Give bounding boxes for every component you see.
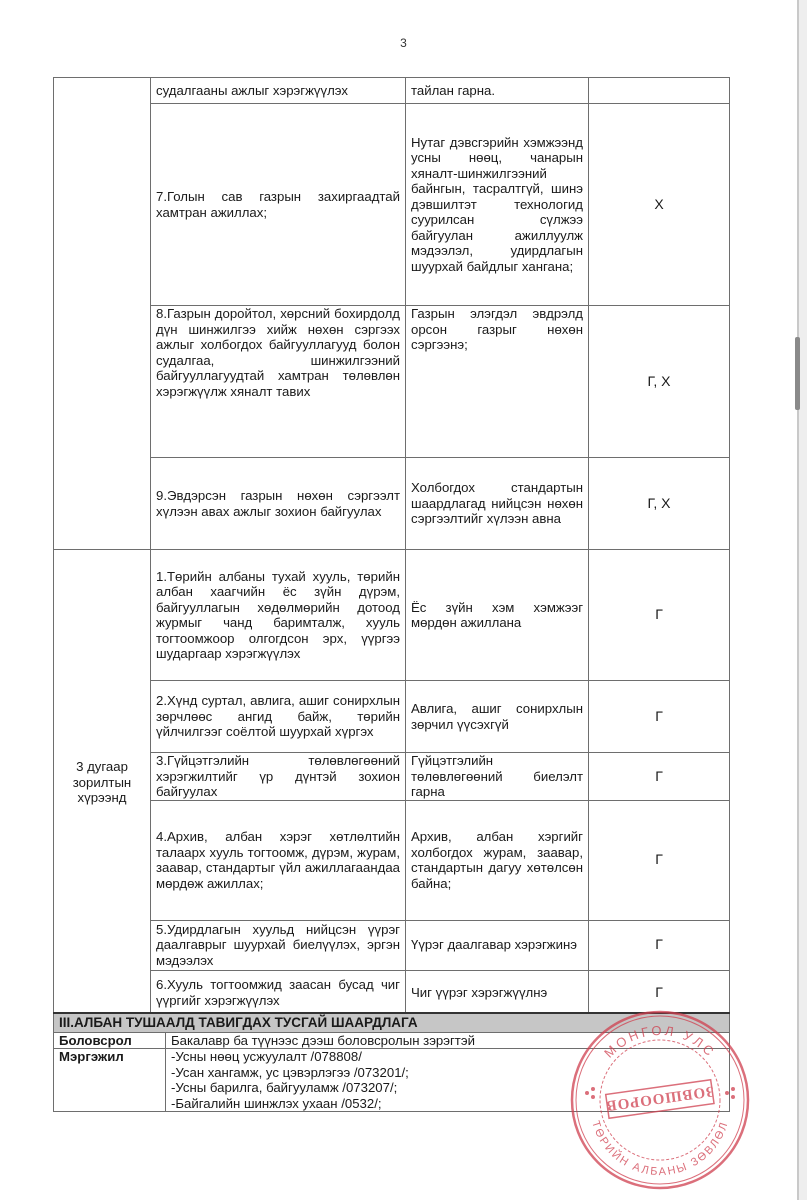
profession-item: -Усны барилга, байгууламж /073207/;: [171, 1080, 398, 1095]
activity-cell: 3.Гүйцэтгэлийн төлөвлөгөөний хэрэгжилтийг үр дүнтэй зохион байгуулах: [151, 753, 406, 801]
svg-text:МОНГОЛ УЛС: [601, 1023, 719, 1061]
table-row: [54, 306, 730, 458]
table-row: [54, 681, 730, 753]
activity-cell: 4.Архив, албан хэрэг хөтлөлтийн талаарх хууль тогтоомж, дүрэм, журам, заавар, стандартыг үйл ажиллагаандаа мөрдөж ажиллах;: [151, 800, 406, 920]
activity-cell: 6.Хууль тогтоомжид заасан бусад чиг үүргийг хэрэгжүүлэх: [151, 970, 406, 1015]
activity-cell: 7.Голын сав газрын захиргаадтай хамтран ажиллах;: [151, 104, 406, 306]
goal-label-cell: 3 дугаар зорилтын хүрээнд: [54, 550, 151, 1016]
stamp-bottom-text: ТӨРИЙН АЛБАНЫ ЗӨВЛӨЛ: [589, 1119, 731, 1179]
viewer-gutter: [799, 0, 807, 1200]
page-number: 3: [400, 36, 407, 50]
result-cell: Чиг үүрэг хэрэгжүүлнэ: [406, 970, 589, 1015]
code-cell: Х: [589, 104, 730, 306]
activity-cell: 2.Хүнд суртал, авлига, ашиг сонирхлын зөрчлөөс ангид байж, төрийн үйлчилгээг соёлтой шуурхай хүргэх: [151, 681, 406, 753]
profession-item: -Усан хангамж, ус цэвэрлэгээ /073201/;: [171, 1064, 409, 1080]
code-cell: Г, Х: [589, 458, 730, 550]
activity-cell: 5.Удирдлагын хуульд нийцсэн үүрэг даалгаврыг шуурхай биелүүлэх, эргэн мэдээлэх: [151, 920, 406, 970]
result-cell: Авлига, ашиг сонирхлын зөрчил үүсэхгүй: [406, 681, 589, 753]
result-cell: Архив, албан хэргийг холбогдох журам, заавар, стандартын дагуу хөтөлсөн байна;: [406, 800, 589, 920]
table-row: [54, 458, 730, 550]
code-cell: [589, 78, 730, 104]
scrollbar-track[interactable]: [797, 0, 799, 1200]
result-cell: Үүрэг даалгавар хэрэгжинэ: [406, 920, 589, 970]
profession-item: -Усны нөөц усжуулалт /078808/: [171, 1049, 362, 1064]
education-value: Бакалавр ба түүнээс дээш боловсролын зэрэгтэй: [166, 1032, 730, 1049]
code-cell: Г: [589, 800, 730, 920]
profession-item: -Байгалийн шинжлэх ухаан /0532/;: [171, 1095, 382, 1111]
activity-cell: 1.Төрийн албаны тухай хууль, төрийн албан хаагчийн ёс зүйн дүрэм, байгууллагын хөдөлмөрийн дотоод журмыг чанд баримталж, хууль тогтоомжоор олгогдсон эрх, үүргээ шударгаар хэрэгжүүлэх: [151, 550, 406, 681]
profession-label: Мэргэжил: [54, 1049, 166, 1112]
official-stamp: [565, 1005, 755, 1195]
goal-cell-empty: [54, 78, 151, 550]
education-label: Боловсрол: [54, 1032, 166, 1049]
section-heading: III.АЛБАН ТУШААЛД ТАВИГДАХ ТУСГАЙ ШААРДЛАГА: [54, 1013, 730, 1032]
result-cell: тайлан гарна.: [406, 78, 589, 104]
activity-cell: судалгааны ажлыг хэрэгжүүлэх: [151, 78, 406, 104]
svg-text:ТӨРИЙН АЛБАНЫ ЗӨВЛӨЛ: [589, 1119, 731, 1178]
code-cell: Г: [589, 753, 730, 801]
result-cell: Нутаг дэвсгэрийн хэмжээнд усны нөөц, чанарын хяналт-шинжилгээний байнгын, тасралтгүй, шинэ дэвшилтэт технологид суурилсан сүлжээ байгуулан ажиллуулж мэдээлэл, удирдлагын шуурхай байдлыг хангана;: [406, 104, 589, 306]
code-cell: Г, Х: [589, 306, 730, 458]
activity-cell: 8.Газрын доройтол, хөрсний бохирдолд дүн шинжилгээ хийж нөхөн сэргээх ажлыг холбогдох байгууллагууд болон судалгаа, шинжилгээний байгууллагуудтай хамтран төлөвлөн хэрэгжүүлж хяналт тавих: [151, 306, 406, 458]
table-row: [54, 550, 730, 681]
stamp-center-text: ЗОВШООРОВ: [604, 1082, 715, 1114]
result-cell: Холбогдох стандартын шаардлагад нийцсэн нөхөн сэргээлтийг хүлээн авна: [406, 458, 589, 550]
code-cell: Г: [589, 550, 730, 681]
stamp-top-text: МОНГОЛ УЛС: [601, 1022, 719, 1061]
code-cell: Г: [589, 681, 730, 753]
scrollbar-thumb[interactable]: [795, 337, 800, 410]
code-cell: Г: [589, 970, 730, 1015]
activity-cell: 9.Эвдэрсэн газрын нөхөн сэргээлт хүлээн авах ажлыг зохион байгуулах: [151, 458, 406, 550]
table-row: [54, 753, 730, 801]
table-row: [54, 78, 730, 104]
result-cell: Газрын элэгдэл эвдрэлд орсон газрыг нөхөн сэргээнэ;: [406, 306, 589, 458]
table-row: [54, 104, 730, 306]
result-cell: Гүйцэтгэлийн төлөвлөгөөний биелэлт гарна: [406, 753, 589, 801]
result-cell: Ёс зүйн хэм хэмжээг мөрдөн ажиллана: [406, 550, 589, 681]
tasks-table: [53, 77, 730, 1016]
table-row: [54, 920, 730, 970]
code-cell: Г: [589, 920, 730, 970]
table-row: [54, 800, 730, 920]
